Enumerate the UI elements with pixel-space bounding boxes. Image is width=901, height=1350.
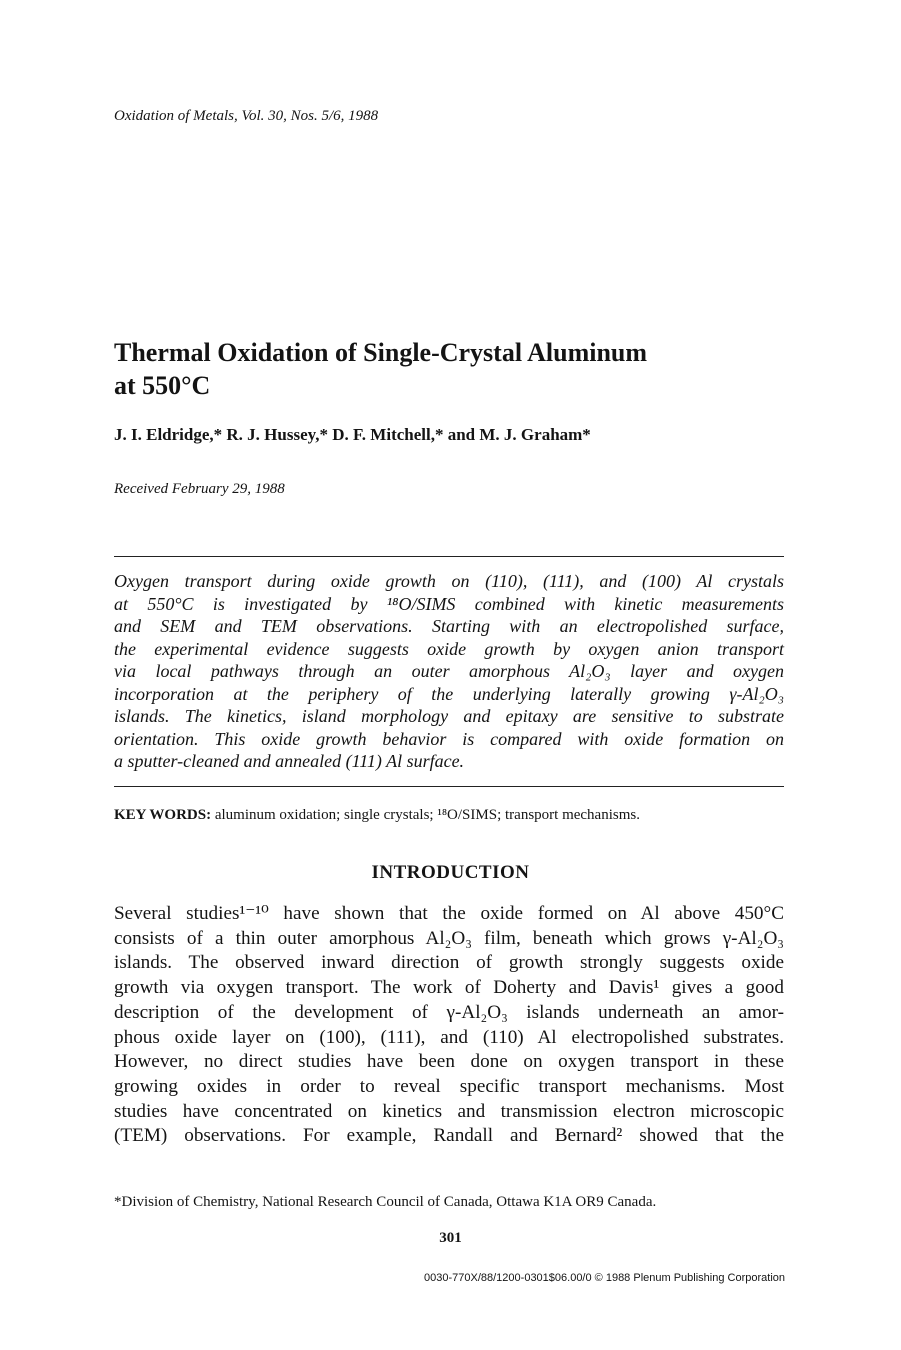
- title-line-2: at 550°C: [114, 371, 211, 400]
- body-line: description of the development of γ-Al₂O₃ islands underneath an amor-: [114, 1001, 784, 1023]
- abstract-line: the experimental evidence suggests oxide growth by oxygen anion transport: [114, 638, 784, 659]
- body-line: growing oxides in order to reveal specific transport mechanisms. Most: [114, 1075, 784, 1097]
- abstract-line: islands. The kinetics, island morphology and epitaxy are sensitive to substrate: [114, 706, 784, 726]
- abstract-line: at 550°C is investigated by ¹⁸O/SIMS combined with kinetic measurements: [114, 593, 784, 614]
- body-line: islands. The observed inward direction of growth strongly suggests oxide: [114, 952, 784, 974]
- body-line: growth via oxygen transport. The work of Doherty and Davis¹ gives a good: [114, 977, 784, 999]
- journal-citation: Oxidation of Metals, Vol. 30, Nos. 5/6, 1988: [114, 108, 379, 124]
- received-date: Received February 29, 1988: [114, 481, 285, 497]
- abstract: [114, 570, 784, 773]
- abstract-top-rule: [114, 556, 784, 557]
- paper-title: [114, 336, 814, 402]
- body-line: studies have concentrated on kinetics and transmission electron microscopic: [114, 1100, 784, 1122]
- abstract-line: orientation. This oxide growth behavior is compared with oxide formation on: [114, 728, 784, 749]
- author-list: J. I. Eldridge,* R. J. Hussey,* D. F. Mitchell,* and M. J. Graham*: [114, 425, 591, 444]
- body-line: consists of a thin outer amorphous Al₂O₃ film, beneath which grows γ-Al₂O₃: [114, 927, 784, 949]
- body-line: (TEM) observations. For example, Randall and Bernard² showed that the: [114, 1125, 784, 1147]
- title-line-1: Thermal Oxidation of Single-Crystal Aluminum: [114, 338, 648, 367]
- abstract-line: incorporation at the periphery of the underlying laterally growing γ-Al₂O₃: [114, 683, 784, 704]
- affiliation-footnote: *Division of Chemistry, National Research Council of Canada, Ottawa K1A OR9 Canada.: [114, 1194, 657, 1210]
- keywords-label: KEY WORDS:: [114, 807, 212, 823]
- abstract-line: and SEM and TEM observations. Starting with an electropolished surface,: [114, 616, 784, 636]
- abstract-bottom-rule: [114, 786, 784, 787]
- section-heading: INTRODUCTION: [371, 862, 530, 883]
- abstract-line: a sputter-cleaned and annealed (111) Al surface.: [114, 751, 465, 771]
- body-line: However, no direct studies have been done on oxygen transport in these: [114, 1051, 784, 1073]
- body-line: phous oxide layer on (100), (111), and (110) Al electropolished substrates.: [114, 1026, 784, 1048]
- abstract-line: Oxygen transport during oxide growth on (110), (111), and (100) Al crystals: [114, 571, 784, 591]
- keywords: [114, 807, 640, 824]
- abstract-line: via local pathways through an outer amorphous Al₂O₃ layer and oxygen: [114, 661, 784, 681]
- keywords-text: aluminum oxidation; single crystals; ¹⁸O/SIMS; transport mechanisms.: [214, 807, 640, 823]
- page-number: 301: [439, 1230, 462, 1246]
- body-line: Several studies¹⁻¹⁰ have shown that the oxide formed on Al above 450°C: [114, 903, 784, 924]
- introduction-body: [114, 902, 784, 1149]
- copyright-line: 0030-770X/88/1200-0301$06.00/0 © 1988 Plenum Publishing Corporation: [424, 1272, 785, 1284]
